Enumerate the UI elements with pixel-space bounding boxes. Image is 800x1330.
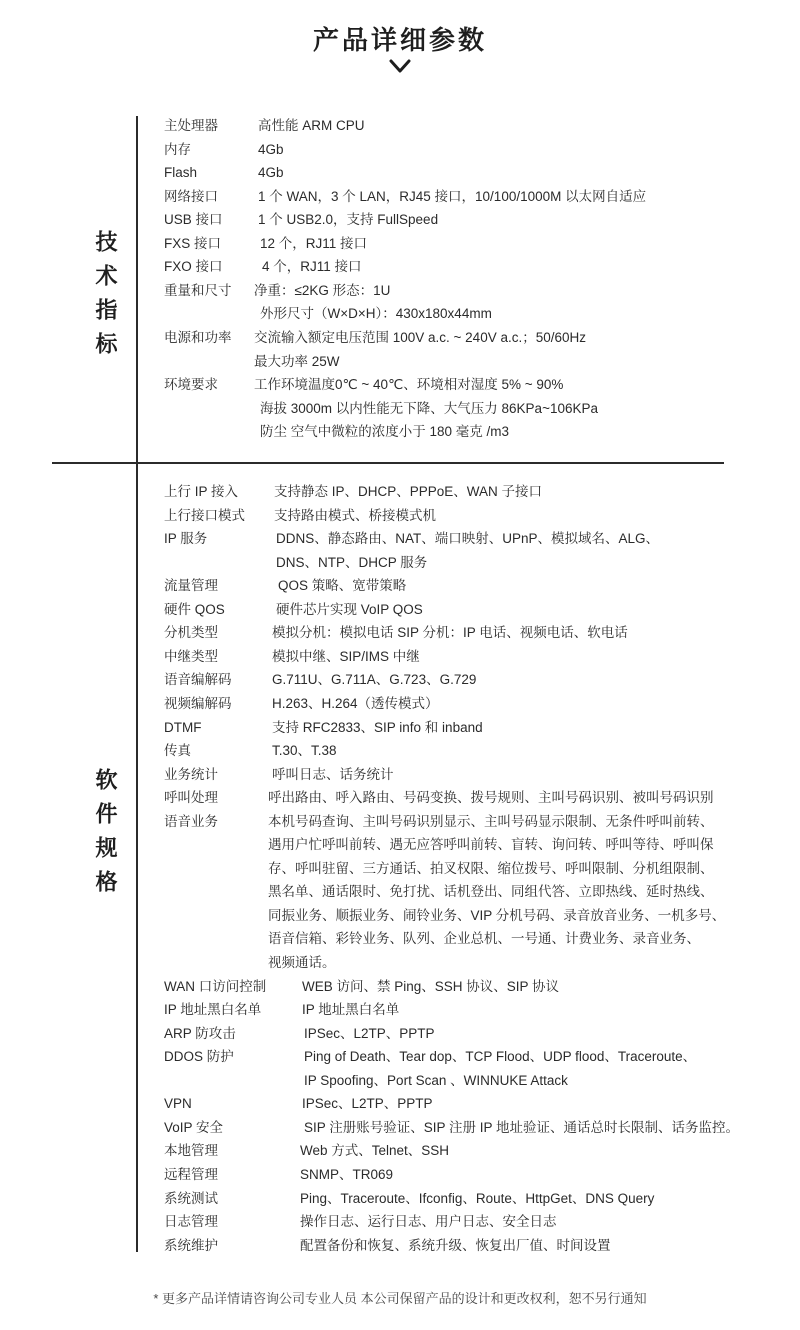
spec-key: 电源和功率 <box>164 329 232 345</box>
spec-value: 呼出路由、呼入路由、号码变换、拨号规则、主叫号码识别、被叫号码识别 <box>268 790 714 806</box>
spec-value: 净重：≤2KG 形态：1U <box>254 282 391 298</box>
spec-value: 工作环境温度0℃ ~ 40℃、环境相对湿度 5% ~ 90% <box>254 377 564 393</box>
spec-value: G.711U、G.711A、G.723、G.729 <box>272 672 477 688</box>
footnote: * 更多产品详情请咨询公司专业人员 本公司保留产品的设计和更改权利，恕不另行通知 <box>153 1291 647 1306</box>
spec-value: T.30、T.38 <box>272 743 337 759</box>
spec-key: 语音业务 <box>164 813 218 829</box>
spec-key: 日志管理 <box>164 1214 218 1230</box>
spec-value: H.263、H.264（透传模式） <box>272 695 439 711</box>
spec-value: 模拟分机：模拟电话 SIP 分机：IP 电话、视频电话、软电话 <box>272 625 628 641</box>
spec-key: 远程管理 <box>164 1166 218 1182</box>
spec-key: ARP 防攻击 <box>164 1025 236 1041</box>
spec-value: IPSec、L2TP、PPTP <box>302 1096 433 1112</box>
spec-key: 中继类型 <box>164 648 218 664</box>
spec-value: 交流输入额定电压范围 100V a.c. ~ 240V a.c.；50/60Hz <box>254 329 586 345</box>
spec-key: 流量管理 <box>164 578 218 594</box>
spec-key: 视频编解码 <box>164 695 232 711</box>
spec-key: USB 接口 <box>164 212 223 228</box>
spec-value: IP Spoofing、Port Scan 、WINNUKE Attack <box>304 1072 568 1088</box>
spec-key: VoIP 安全 <box>164 1119 224 1135</box>
spec-key: 传真 <box>164 743 191 759</box>
spec-key: VPN <box>164 1096 192 1112</box>
spec-value: 呼叫日志、话务统计 <box>272 766 394 782</box>
spec-value: IPSec、L2TP、PPTP <box>304 1025 435 1041</box>
spec-value: 1 个 WAN，3 个 LAN，RJ45 接口，10/100/1000M 以太网自适应 <box>258 188 647 204</box>
spec-key: 主处理器 <box>164 118 218 133</box>
spec-value: 配置备份和恢复、系统升级、恢复出厂值、时间设置 <box>300 1237 611 1253</box>
spec-value: Ping of Death、Tear dop、TCP Flood、UDP flood、Traceroute、 <box>304 1049 697 1065</box>
spec-key: IP 地址黑白名单 <box>164 1002 262 1018</box>
spec-key: 分机类型 <box>164 625 218 641</box>
spec-key: DDOS 防护 <box>164 1049 234 1065</box>
spec-value: IP 地址黑白名单 <box>302 1002 400 1018</box>
spec-key: 呼叫处理 <box>164 790 218 806</box>
spec-value: 4 个，RJ11 接口 <box>262 259 362 275</box>
spec-value: 操作日志、运行日志、用户日志、安全日志 <box>300 1214 557 1230</box>
spec-key: FXO 接口 <box>164 259 223 275</box>
spec-value: 1 个 USB2.0，支持 FullSpeed <box>258 212 439 228</box>
page-title: 产品详细参数 <box>312 26 487 56</box>
spec-value: 硬件芯片实现 VoIP QOS <box>276 601 423 617</box>
spec-value: SIP 注册账号验证、SIP 注册 IP 地址验证、通话总时长限制、话务监控。 <box>304 1119 740 1135</box>
spec-key: 网络接口 <box>164 188 218 204</box>
vertical-divider <box>136 116 138 1252</box>
spec-value: 支持路由模式、桥接模式机 <box>274 507 436 523</box>
spec-value: 视频通话。 <box>268 955 336 970</box>
spec-value: Web 方式、Telnet、SSH <box>300 1143 450 1159</box>
spec-key: 系统测试 <box>164 1190 218 1206</box>
spec-value: 本机号码查询、主叫号码识别显示、主叫号码显示限制、无条件呼叫前转、 <box>268 813 714 829</box>
spec-key: 上行接口模式 <box>164 507 245 523</box>
spec-key: 本地管理 <box>164 1143 218 1159</box>
spec-value: 模拟中继、SIP/IMS 中继 <box>272 648 420 664</box>
spec-value: QOS 策略、宽带策略 <box>278 578 407 594</box>
spec-value: 防尘 空气中微粒的浓度小于 180 毫克 /m3 <box>260 424 510 440</box>
spec-value: 存、呼叫驻留、三方通话、拍叉权限、缩位拨号、呼叫限制、分机组限制、 <box>268 860 714 876</box>
spec-value: 外形尺寸（W×D×H）：430x180x44mm <box>260 306 492 322</box>
spec-key: 系统维护 <box>164 1237 218 1253</box>
spec-key: 业务统计 <box>164 766 218 782</box>
spec-value: DDNS、静态路由、NAT、端口映射、UPnP、模拟域名、ALG、 <box>276 531 660 547</box>
spec-value: 支持 RFC2833、SIP info 和 inband <box>272 719 483 735</box>
spec-value: 海拔 3000m 以内性能无下降、大气压力 86KPa~106KPa <box>260 400 598 416</box>
spec-key: 硬件 QOS <box>164 601 225 617</box>
tech-section-label: 技术指标 <box>92 230 117 366</box>
spec-value: 4Gb <box>258 141 284 157</box>
spec-key: WAN 口访问控制 <box>164 978 267 994</box>
spec-value: SNMP、TR069 <box>300 1166 394 1182</box>
spec-value: 同振业务、顺振业务、闹铃业务、VIP 分机号码、录音放音业务、一机多号、 <box>268 907 726 923</box>
spec-key: FXS 接口 <box>164 235 222 251</box>
spec-value: 语音信箱、彩铃业务、队列、企业总机、一号通、计费业务、录音业务、 <box>268 931 700 947</box>
spec-key: 上行 IP 接入 <box>164 484 239 499</box>
spec-key: IP 服务 <box>164 531 208 547</box>
spec-value: 支持静态 IP、DHCP、PPPoE、WAN 子接口 <box>274 484 543 499</box>
spec-value: WEB 访问、禁 Ping、SSH 协议、SIP 协议 <box>302 978 560 994</box>
spec-value: 黑名单、通话限时、免打扰、话机登出、同组代答、立即热线、延时热线、 <box>268 884 714 900</box>
spec-value: DNS、NTP、DHCP 服务 <box>276 554 428 570</box>
spec-key: 内存 <box>164 141 191 157</box>
spec-value: 4Gb <box>258 165 284 181</box>
spec-value: 高性能 ARM CPU <box>258 118 365 133</box>
soft-section-label: 软件规格 <box>92 768 117 904</box>
spec-key: 语音编解码 <box>164 672 232 688</box>
spec-key: Flash <box>164 165 198 181</box>
spec-value: 遇用户忙呼叫前转、遇无应答呼叫前转、盲转、询问转、呼叫等待、呼叫保 <box>268 837 714 853</box>
spec-value: 12 个，RJ11 接口 <box>260 235 368 251</box>
spec-value: Ping、Traceroute、Ifconfig、Route、HttpGet、DNS Query <box>300 1190 655 1206</box>
spec-key: DTMF <box>164 719 202 735</box>
section-divider <box>52 462 724 464</box>
chevron-down-icon <box>389 55 411 77</box>
spec-value: 最大功率 25W <box>254 353 340 369</box>
spec-key: 重量和尺寸 <box>164 282 232 298</box>
spec-key: 环境要求 <box>164 377 218 393</box>
